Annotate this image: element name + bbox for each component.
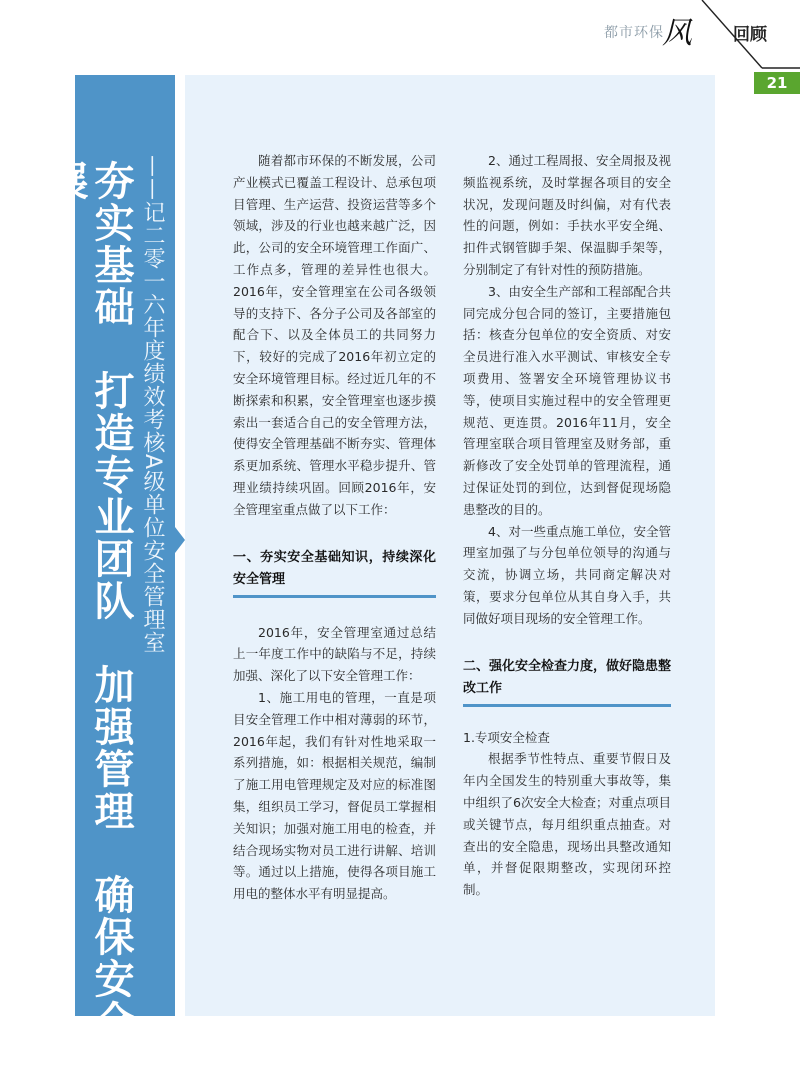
paragraph: 2016年，安全管理室通过总结上一年度工作中的缺陷与不足，持续加强、深化了以下安全管理工作：: [233, 624, 436, 684]
intro-paragraph: 随着都市环保的不断发展，公司产业模式已覆盖工程设计、总承包项目管理、生产运营、投资运营等多个领域，涉及的行业也越来越广泛，因此，公司的安全环境管理工作面广、工作点多，管理的差异性也很大。2016年，安全管理室在公司各级领导的支持下、各分子公司及各部室的配合下、以及全体员工的共同努力下，较好的完成了2016年初立定的安全环境管理目标。经过近几年的不断探索和积累，安全管理室也逐步摸索出一套适合自己的安全管理方法，使得安全管理基础不断夯实、管理体系更加系统、管理水平稳步提升、管理业绩持续巩固。回顾2016年，安全管理室重点做了以下工作：: [233, 153, 436, 517]
sidebar-pointer: [175, 527, 185, 553]
paragraph: 根据季节性特点、重要节假日及年内全国发生的特别重大事故等，集中组织了6次安全大检查；对重点项目或关键节点，每月组织重点抽查。对查出的安全隐患，现场出具整改通知单，并督促限期整改，实现闭环控制。: [463, 751, 671, 898]
text-column-left: [233, 150, 436, 905]
page-number: 21: [754, 72, 800, 94]
magazine-logo: 风: [662, 16, 692, 51]
paragraph: 2、通过工程周报、安全周报及视频监视系统，及时掌握各项目的安全状况，发现问题及时纠偏，对有代表性的问题，例如：手扶水平安全绳、扣件式钢管脚手架、保温脚手架等，分别制定了有针对性的预防措施。: [463, 153, 671, 277]
section-label: 回顾: [733, 25, 767, 45]
article-title: 夯实基础 打造专业团队 加强管理 确保安全发展: [42, 160, 134, 1084]
paragraph: 3、由安全生产部和工程部配合共同完成分包合同的签订，主要措施包括：核查分包单位的安全资质、对安全员进行准入水平测试、审核安全专项费用、签署安全环境管理协议书等，使项目实施过程中的安全管理更规范、更连贯。2016年11月，安全管理室联合项目管理室及财务部，重新修改了安全处罚单的管理流程，通过保证处罚的到位，达到督促现场隐患整改的目的。: [463, 283, 671, 517]
text-column-right: [463, 150, 671, 901]
section-heading-1: 一、夯实安全基础知识，持续深化安全管理: [233, 547, 436, 598]
section-heading-2: 二、强化安全检查力度，做好隐患整改工作: [463, 656, 671, 707]
paragraph: 4、对一些重点施工单位，安全管理室加强了与分包单位领导的沟通与交流，协调立场，共同商定解决对策，要求分包单位从其自身入手，共同做好项目现场的安全管理工作。: [463, 523, 671, 626]
article-subtitle: ——记二零一六年度绩效考核A级单位安全管理室: [140, 155, 165, 655]
subheading: 1.专项安全检查: [463, 729, 550, 745]
paragraph: 1、施工用电的管理，一直是项目安全管理工作中相对薄弱的环节，2016年起，我们有针对性地采取一系列措施，如：根据相关规范，编制了施工用电管理规定及对应的标准图集，组织员工学习，督促员工掌握相关知识；加强对施工用电的检查，并结合现场实物对员工进行讲解、培训等。通过以上措施，使得各项目施工用电的整体水平有明显提高。: [233, 689, 436, 902]
magazine-name: 都市环保: [604, 25, 664, 41]
